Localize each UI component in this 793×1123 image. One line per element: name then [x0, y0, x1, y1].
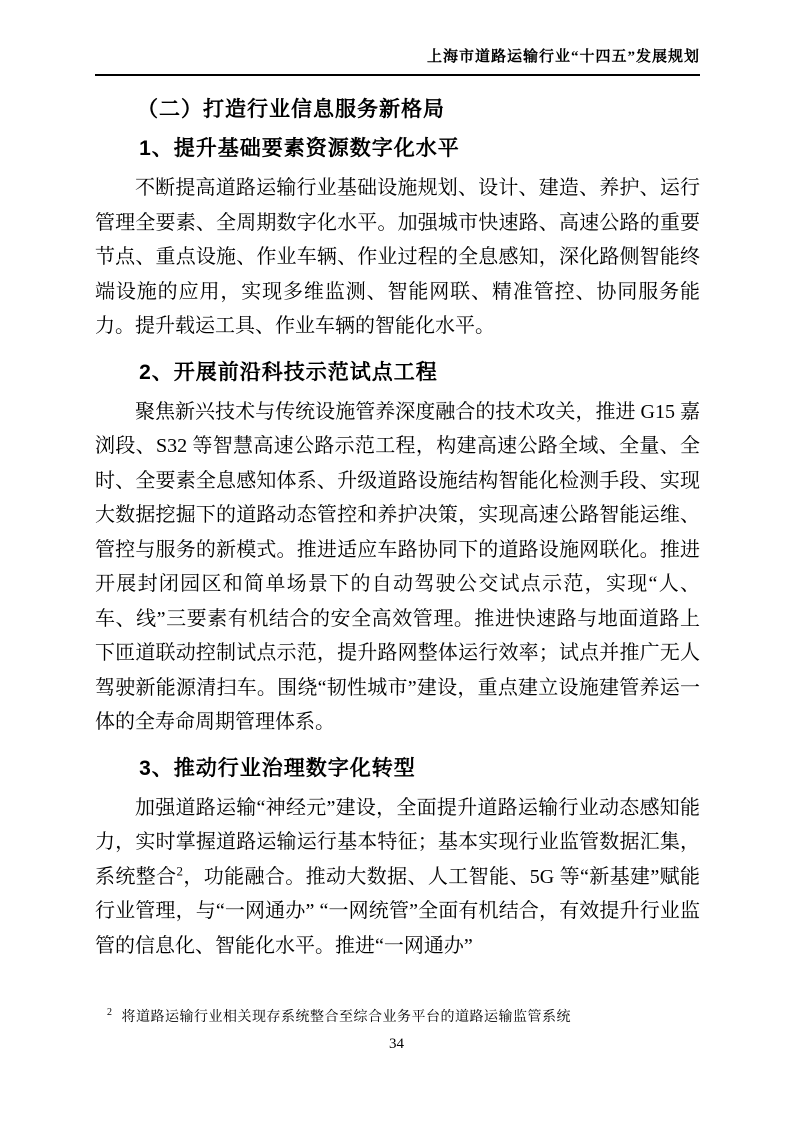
paragraph-3	[95, 791, 700, 964]
page-number: 34	[389, 1036, 404, 1052]
paragraph-3-text-before-footnote-ref: 加强道路运输“神经元”建设，全面提升道路运输行业动态感知能力，实时掌握道路运输运行基本特征；基本实现行业监管数据汇集，系统整合	[95, 796, 700, 888]
paragraph-2: 聚焦新兴技术与传统设施管养深度融合的技术攻关，推进 G15 嘉浏段、S32 等智慧高速公路示范工程，构建高速公路全域、全量、全时、全要素全息感知体系、升级道路设施结构智能化检测手段、实现大数据挖掘下的道路动态管控和养护决策，实现高速公路智能运维、管控与服务的新模式。推进适应车路协同下的道路设施网联化。推进开展封闭园区和简单场景下的自动驾驶公交试点示范，实现“人、车、线”三要素有机结合的安全高效管理。推进快速路与地面道路上下匝道联动控制试点示范，提升路网整体运行效率；试点并推广无人驾驶新能源清扫车。围绕“韧性城市”建设，重点建立设施建管养运一体的全寿命周期管理体系。	[95, 400, 700, 733]
footnote-reference: 2	[176, 862, 184, 878]
section-heading: （二）打造行业信息服务新格局	[137, 98, 445, 121]
page-header	[95, 46, 700, 76]
header-title: 上海市道路运输行业“十四五”发展规划	[426, 49, 700, 65]
subsection-2-heading: 2、开展前沿科技示范试点工程	[139, 360, 438, 384]
paragraph-1: 不断提高道路运输行业基础设施规划、设计、建造、养护、运行管理全要素、全周期数字化水平。加强城市快速路、高速公路的重要节点、重点设施、作业车辆、作业过程的全息感知，深化路侧智能终端设施的应用，实现多维监测、智能网联、精准管控、协同服务能力。提升载运工具、作业车辆的智能化水平。	[95, 177, 700, 337]
paragraph-3-text-after-footnote-ref: ，功能融合。推动大数据、人工智能、5G 等“新基建”赋能行业管理，与“一网通办” “一网统管”全面有机结合，有效提升行业监管的信息化、智能化水平。推进“一网通办”	[95, 865, 701, 957]
subsection-3-heading: 3、推动行业治理数字化转型	[139, 756, 416, 780]
footnote	[107, 1008, 700, 1028]
footnote-text: 将道路运输行业相关现存系统整合至综合业务平台的道路运输监管系统	[121, 1010, 571, 1025]
footnote-marker: 2	[107, 1007, 113, 1019]
subsection-1-heading: 1、提升基础要素资源数字化水平	[139, 137, 460, 160]
